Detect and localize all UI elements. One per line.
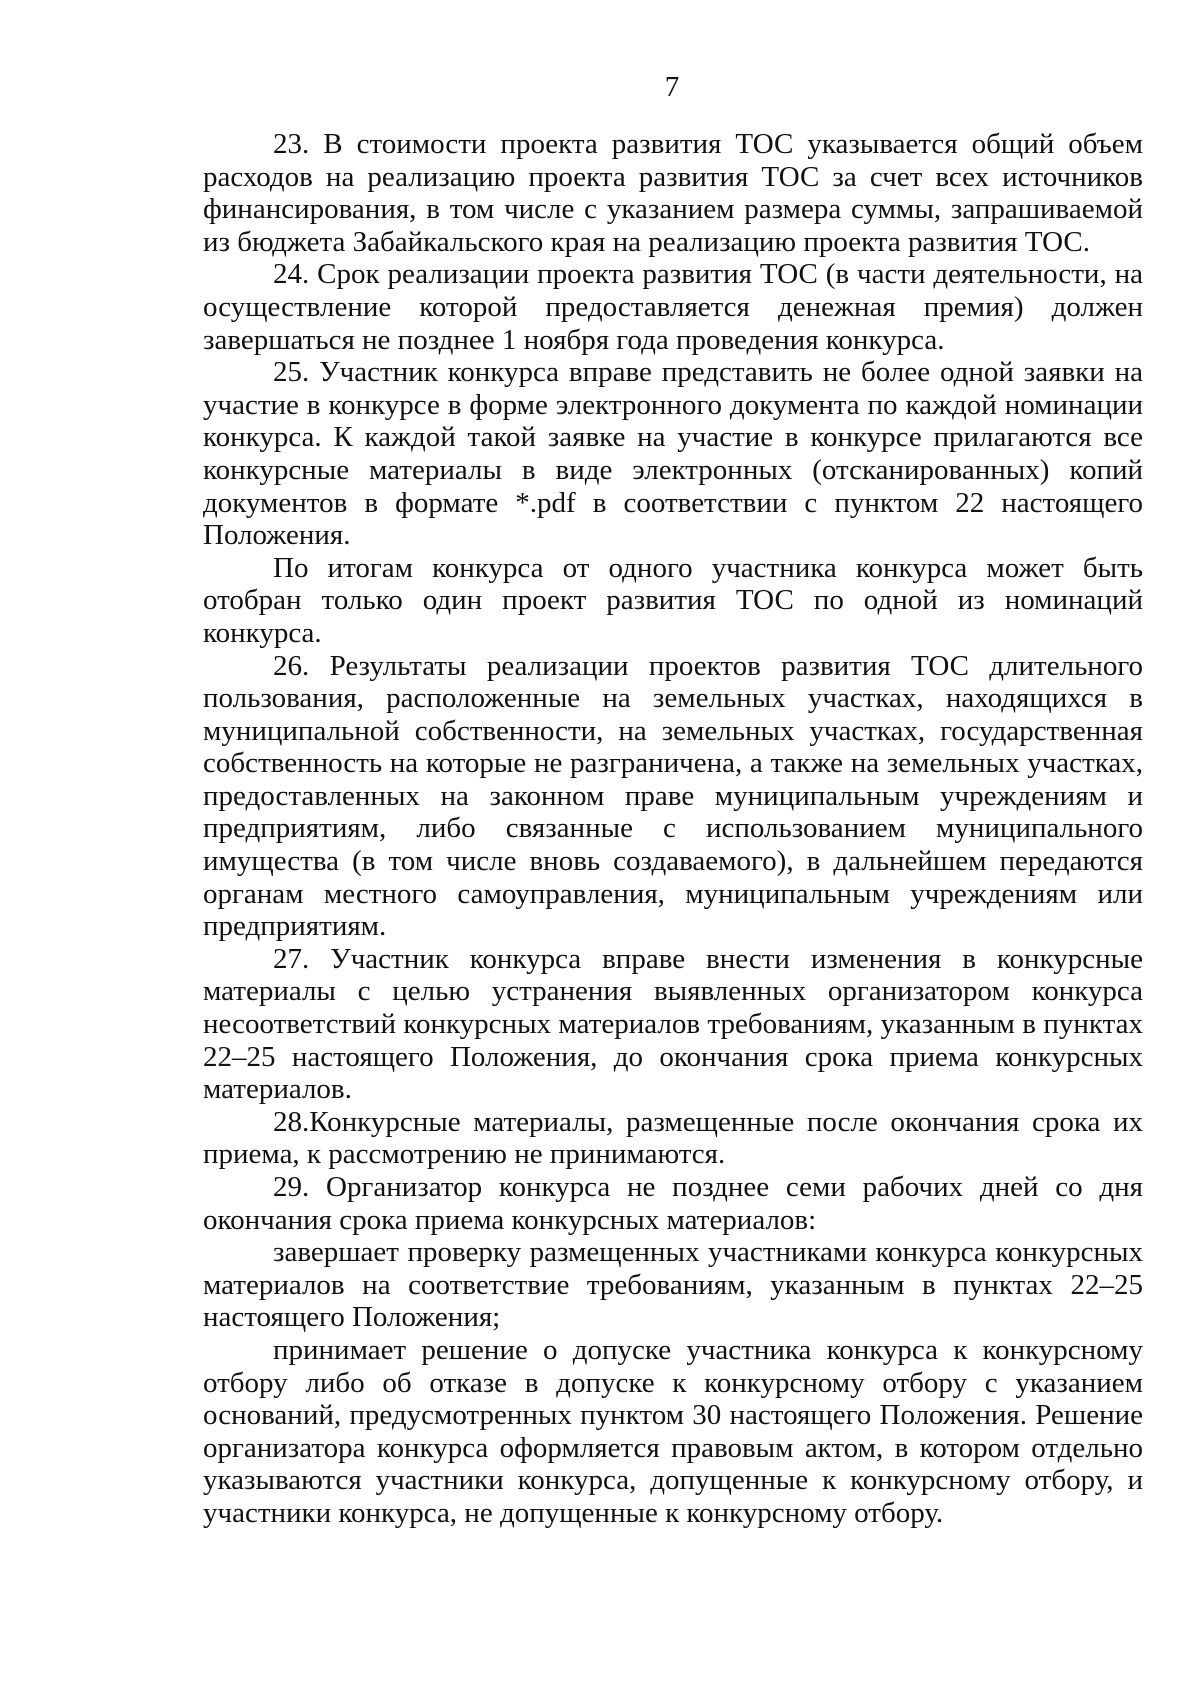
paragraph-23: 23. В стоимости проекта развития ТОС указывается общий объем расходов на реализацию проекта развития ТОС за счет всех источников финансирования, в том числе с указанием размера суммы, запрашиваемой из бюджета Забайкальского края на реализацию проекта развития ТОС.	[203, 128, 1143, 258]
paragraph-25-note: По итогам конкурса от одного участника конкурса может быть отобран только один проект развития ТОС по одной из номинаций конкурса.	[203, 551, 1143, 649]
paragraph-25: 25. Участник конкурса вправе представить не более одной заявки на участие в конкурсе в форме электронного документа по каждой номинации конкурса. К каждой такой заявке на участие в конкурсе прилагаются все конкурсные материалы в виде электронных (отсканированных) копий документов в формате *.pdf в соответствии с пунктом 22 настоящего Положения.	[203, 356, 1143, 552]
document-body	[203, 128, 1143, 1530]
paragraph-24: 24. Срок реализации проекта развития ТОС (в части деятельности, на осуществление которой предоставляется денежная премия) должен завершаться не позднее 1 ноября года проведения конкурса.	[203, 258, 1143, 356]
paragraph-27: 27. Участник конкурса вправе внести изменения в конкурсные материалы с целью устранения выявленных организатором конкурса несоответствий конкурсных материалов требованиям, указанным в пунктах 22–25 настоящего Положения, до окончания срока приема конкурсных материалов.	[203, 942, 1143, 1106]
paragraph-29: 29. Организатор конкурса не позднее семи рабочих дней со дня окончания срока приема конкурсных материалов:	[203, 1171, 1143, 1236]
paragraph-28: 28.Конкурсные материалы, размещенные после окончания срока их приема, к рассмотрению не принимаются.	[203, 1105, 1143, 1171]
paragraph-29-item-1: завершает проверку размещенных участниками конкурса конкурсных материалов на соответствие требованиям, указанным в пунктах 22–25 настоящего Положения;	[203, 1236, 1143, 1334]
paragraph-26: 26. Результаты реализации проектов развития ТОС длительного пользования, расположенные на земельных участках, находящихся в муниципальной собственности, на земельных участках, государственная собственность на которые не разграничена, а также на земельных участках, предоставленных на законном праве муниципальным учреждениям и предприятиям, либо связанные с использованием муниципального имущества (в том числе вновь создаваемого), в дальнейшем передаются органам местного самоуправления, муниципальным учреждениям или предприятиям.	[203, 649, 1143, 943]
page-number: 7	[664, 71, 680, 103]
paragraph-29-item-2: принимает решение о допуске участника конкурса к конкурсному отбору либо об отказе в допуске к конкурсному отбору с указанием оснований, предусмотренных пунктом 30 настоящего Положения. Решение организатора конкурса оформляется правовым актом, в котором отдельно указываются участники конкурса, допущенные к конкурсному отбору, и участники конкурса, не допущенные к конкурсному отбору.	[203, 1333, 1143, 1529]
